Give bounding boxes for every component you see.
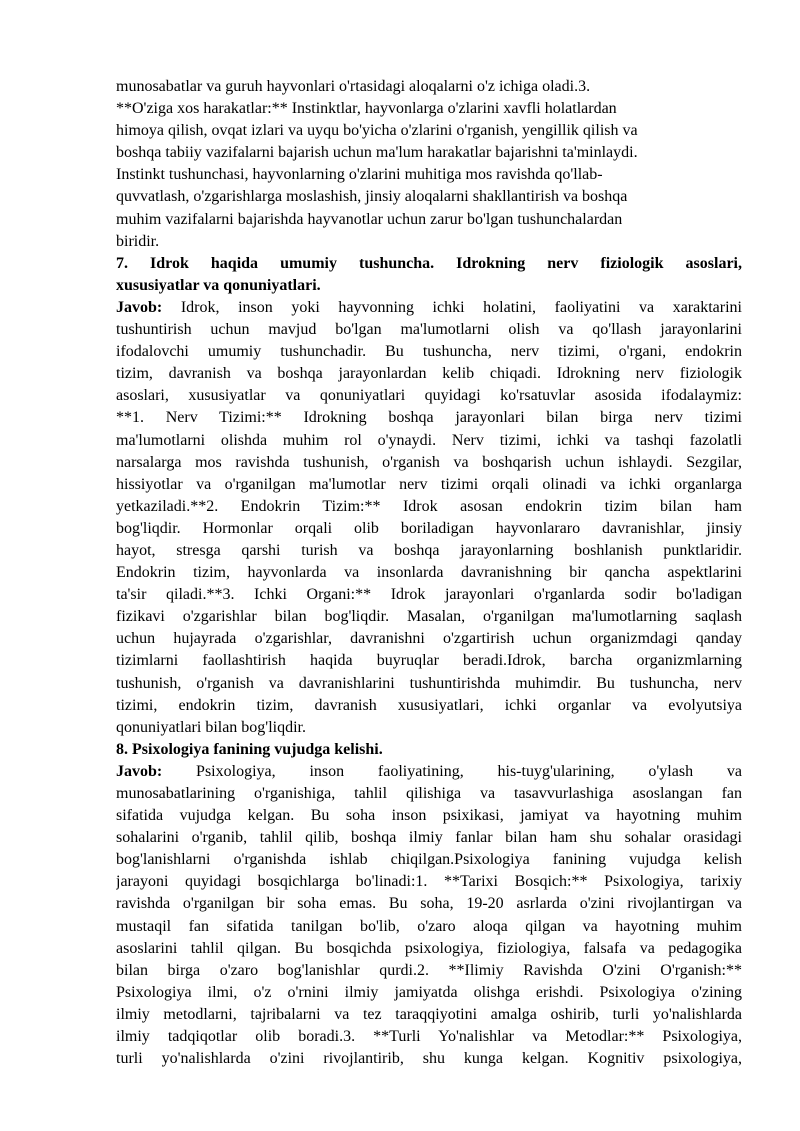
line-text: bog'liqdir. Hormonlar orqali olib boriladigan hayvonlararo davranishlar, jinsiy: [116, 519, 742, 537]
text-line: [116, 650, 742, 672]
line-text: bilan birga o'zaro bog'lanishlar qurdi.2. **Ilimiy Ravishda O'zini O'rganish:**: [116, 961, 742, 979]
text-line: [116, 98, 742, 120]
line-text: mustaqil fan sifatida tanilgan bo'lib, o'zaro aloqa qilgan va hayotning muhim: [116, 917, 742, 935]
section-heading-line: [116, 275, 742, 297]
line-text: munosabatlarining o'rganishiga, tahlil qilishiga va tasavvurlashiga asoslangan fan: [116, 785, 742, 802]
line-text: boshqa tabiiy vazifalarni bajarish uchun ma'lum harakatlar bajarishni ta'minlaydi.: [116, 144, 638, 162]
text-line: [116, 407, 742, 429]
document-page: [116, 76, 742, 1070]
line-text: narsalarga mos ravishda tushunish, o'rganish va boshqarish uchun ishlaydi. Sezgilar,: [116, 453, 742, 471]
line-text: 7. Idrok haqida umumiy tushuncha. Idrokning nerv fiziologik asoslari,: [116, 254, 742, 272]
text-line: [116, 430, 742, 452]
text-line: [116, 871, 742, 893]
text-line: [116, 916, 742, 938]
text-line: [116, 960, 742, 982]
answer-label: Javob:: [116, 298, 163, 316]
line-text: Idrok, inson yoki hayvonning ichki holatini, faoliyatini va xaraktarini: [162, 298, 742, 316]
text-line: [116, 164, 742, 186]
line-text: uchun hujayrada o'zgarishlar, davranishni o'zgartirish uchun organizmdagi qanday: [116, 630, 742, 648]
text-line: [116, 584, 742, 606]
line-text: sohalarini o'rganib, tahlil qilib, boshqa ilmiy fanlar bilan ham shu sohalar orasidagi: [116, 829, 742, 847]
text-line: [116, 452, 742, 474]
text-line: [116, 1004, 742, 1026]
text-line: [116, 849, 742, 871]
text-line: [116, 673, 742, 695]
text-line: [116, 1048, 742, 1070]
text-line: [116, 385, 742, 407]
text-line: [116, 231, 742, 253]
line-text: biridir.: [116, 232, 160, 250]
line-text: turli yo'nalishlarda o'zini rivojlantirib, shu kunga kelgan. Kognitiv psixologiya,: [116, 1050, 742, 1068]
text-line: [116, 186, 742, 208]
line-text: ma'lumotlarni olishda muhim rol o'ynaydi. Nerv tizimi, ichki va tashqi fazolatli: [116, 431, 742, 449]
text-line: [116, 297, 742, 319]
line-text: asoslarini tahlil qilgan. Bu bosqichda psixologiya, fiziologiya, falsafa va pedagogika: [116, 939, 742, 957]
line-text: tushuntirish uchun mavjud bo'lgan ma'lumotlarni olish va qo'llash jarayonlarini: [116, 321, 742, 339]
text-line: [116, 562, 742, 584]
line-text: yetkaziladi.**2. Endokrin Tizim:** Idrok asosan endokrin tizim bilan ham: [116, 497, 742, 515]
line-text: hayot, stresga qarshi turish va boshqa jarayonlarning boshlanish punktlaridir.: [116, 541, 742, 559]
text-line: [116, 827, 742, 849]
section-heading-line: [116, 739, 742, 761]
text-line: [116, 518, 742, 540]
text-line: [116, 938, 742, 960]
line-text: xususiyatlar va qonuniyatlari.: [116, 276, 321, 294]
line-text: **1. Nerv Tizimi:** Idrokning boshqa jarayonlari bilan birga nerv tizimi: [116, 409, 742, 427]
text-line: [116, 474, 742, 496]
text-line: [116, 496, 742, 518]
line-text: himoya qilish, ovqat izlari va uyqu bo'yicha o'zlarini o'rganish, yengillik qilish va: [116, 122, 638, 140]
line-text: sifatida vujudga kelgan. Bu soha inson psixikasi, jamiyat va hayotning muhim: [116, 807, 742, 825]
line-text: ilmiy metodlarni, tajribalarni va tez taraqqiyotini amalga oshirib, turli yo'nalishlarda: [116, 1005, 742, 1023]
line-text: tizim, davranish va boshqa jarayonlardan kelib chiqadi. Idrokning nerv fiziologik: [116, 365, 742, 383]
text-line: [116, 142, 742, 164]
line-text: tizimi, endokrin tizim, davranish xususiyatlari, ichki organlar va evolyutsiya: [116, 696, 742, 714]
line-text: **O'ziga xos harakatlar:** Instinktlar, hayvonlarga o'zlarini xavfli holatlardan: [116, 100, 617, 118]
line-text: Endokrin tizim, hayvonlarda va insonlarda davranishning bir qancha aspektlarini: [116, 564, 742, 582]
section-heading-line: [116, 253, 742, 275]
line-text: qonuniyatlari bilan bog'liqdir.: [116, 718, 306, 736]
line-text: ilmiy tadqiqotlar olib boradi.3. **Turli Yo'nalishlar va Metodlar:** Psixologiya,: [116, 1028, 742, 1046]
text-line: [116, 893, 742, 915]
text-line: [116, 341, 742, 363]
text-line: [116, 319, 742, 341]
text-line: [116, 805, 742, 827]
text-line: [116, 695, 742, 717]
line-text: muhim vazifalarni bajarishda hayvanotlar uchun zarur bo'lgan tushunchalardan: [116, 210, 623, 228]
line-text: munosabatlar va guruh hayvonlari o'rtasidagi aloqalarni o'z ichiga oladi.3.: [116, 78, 591, 95]
line-text: tizimlarni faollashtirish haqida buyruqlar beradi.Idrok, barcha organizmlarning: [116, 652, 742, 670]
text-line: [116, 363, 742, 385]
text-line: [116, 76, 742, 98]
answer-label: Javob:: [116, 762, 163, 780]
line-text: bog'lanishlarni o'rganishda ishlab chiqilgan.Psixologiya fanining vujudga kelish: [116, 851, 742, 869]
text-line: [116, 982, 742, 1004]
text-line: [116, 540, 742, 562]
line-text: Psixologiya, inson faoliyatining, his-tuyg'ularining, o'ylash va: [162, 762, 742, 780]
line-text: ta'sir qiladi.**3. Ichki Organi:** Idrok jarayonlari o'rganlarda sodir bo'ladigan: [116, 586, 742, 604]
text-line: [116, 120, 742, 142]
line-text: Psixologiya ilmi, o'z o'rnini ilmiy jamiyatda olishga erishdi. Psixologiya o'zining: [116, 983, 742, 1001]
text-line: [116, 606, 742, 628]
text-line: [116, 783, 742, 805]
line-text: asoslari, xususiyatlar va qonuniyatlari quyidagi ko'rsatuvlar asosida ifodalaymiz:: [116, 387, 742, 405]
line-text: ravishda o'rganilgan bir soha emas. Bu soha, 19-20 asrlarda o'zini rivojlantirgan va: [116, 895, 742, 913]
line-text: jarayoni quyidagi bosqichlarga bo'linadi:1. **Tarixi Bosqich:** Psixologiya, tarixiy: [116, 873, 742, 891]
line-text: quvvatlash, o'zgarishlarga moslashish, jinsiy aloqalarni shakllantirish va boshqa: [116, 188, 628, 206]
line-text: Instinkt tushunchasi, hayvonlarning o'zlarini muhitiga mos ravishda qo'llab-: [116, 166, 603, 184]
line-text: ifodalovchi umumiy tushunchadir. Bu tushuncha, nerv tizimi, o'rgani, endokrin: [116, 343, 742, 361]
text-line: [116, 761, 742, 783]
line-text: 8. Psixologiya fanining vujudga kelishi.: [116, 740, 383, 758]
text-line: [116, 209, 742, 231]
text-line: [116, 628, 742, 650]
line-text: tushunish, o'rganish va davranishlarini tushuntirishda muhimdir. Bu tushuncha, nerv: [116, 674, 742, 692]
text-line: [116, 717, 742, 739]
text-line: [116, 1026, 742, 1048]
line-text: hissiyotlar va o'rganilgan ma'lumotlar nerv tizimi orqali olinadi va ichki organlarga: [116, 475, 742, 493]
line-text: fizikavi o'zgarishlar bilan bog'liqdir. Masalan, o'rganilgan ma'lumotlarning saqlash: [116, 608, 742, 626]
